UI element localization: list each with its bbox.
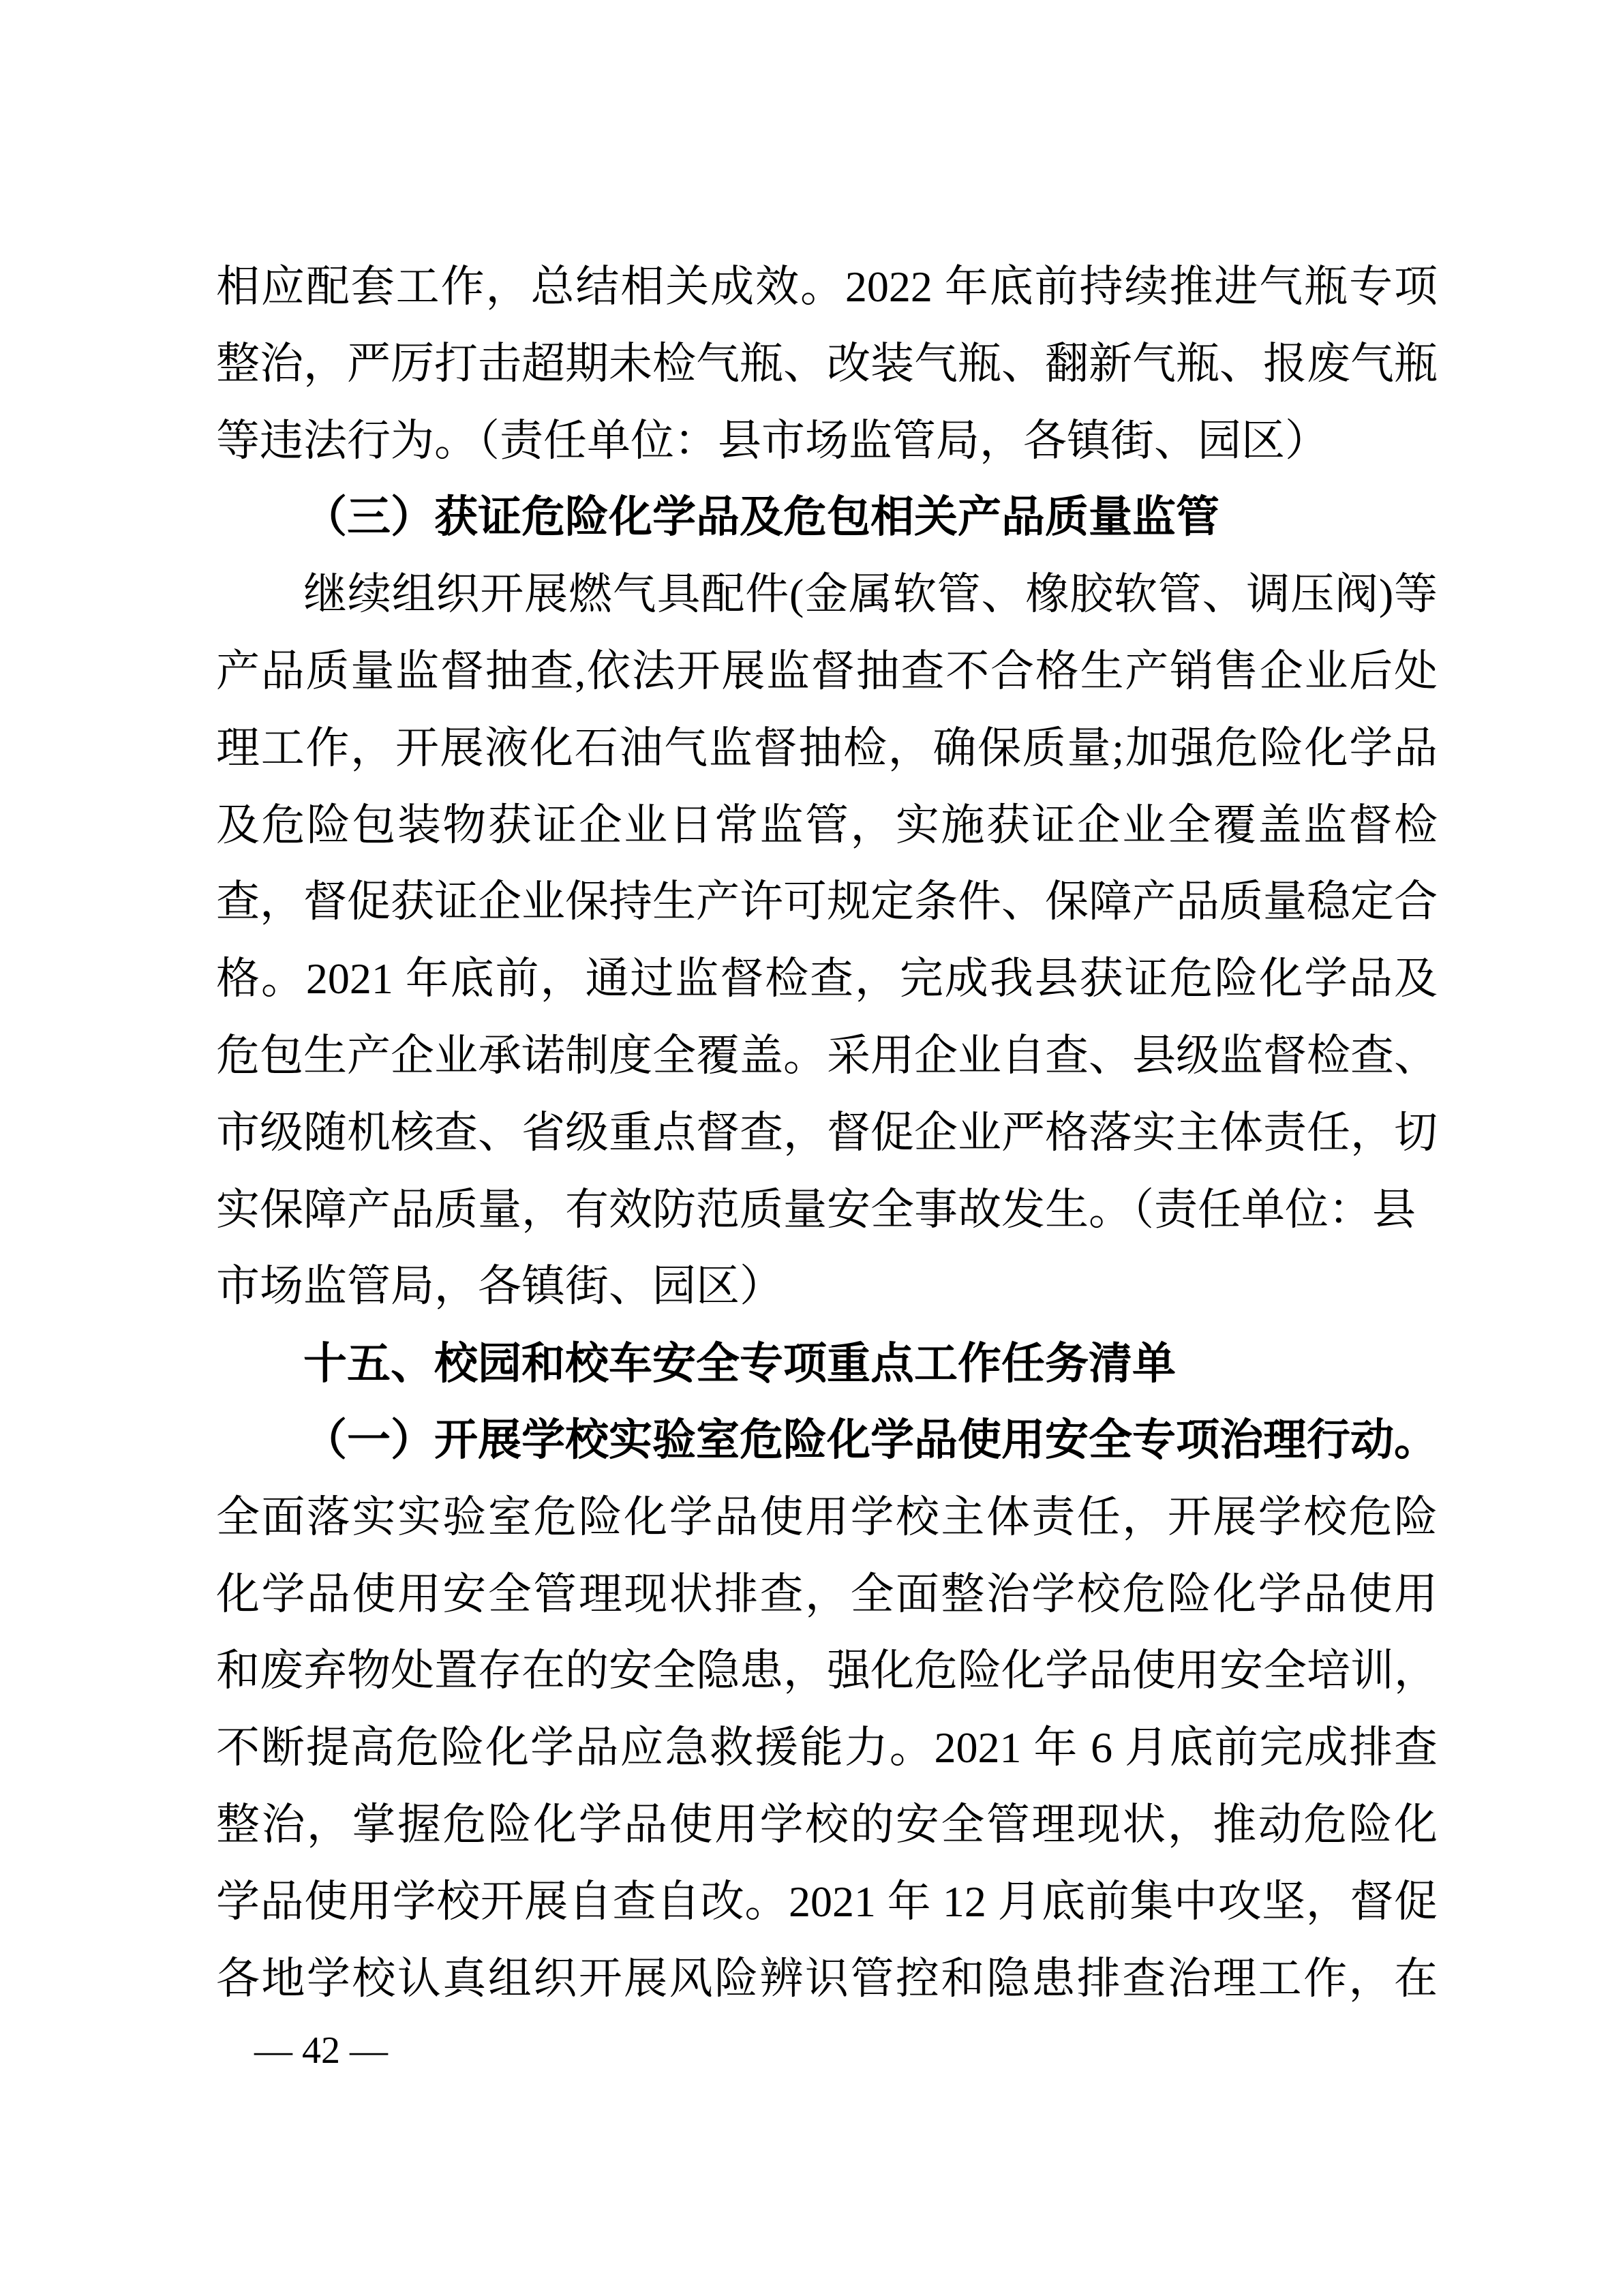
document-line: 学品使用学校开展自查自改。2021 年 12 月底前集中攻坚，督促 (216, 1877, 1438, 1926)
document-line: 不断提高危险化学品应急救援能力。2021 年 6 月底前完成排查 (216, 1723, 1438, 1772)
document-line: 格。2021 年底前，通过监督检查，完成我县获证危险化学品及 (216, 954, 1438, 1003)
document-line: 相应配套工作，总结相关成效。2022 年底前持续推进气瓶专项 (216, 262, 1438, 311)
document-line: 理工作，开展液化石油气监督抽检，确保质量;加强危险化学品 (216, 723, 1438, 772)
document-line: 产品质量监督抽查,依法开展监督抽查不合格生产销售企业后处 (216, 646, 1438, 695)
document-line: 各地学校认真组织开展风险辨识管控和隐患排查治理工作，在 (216, 1954, 1438, 2003)
document-line: 化学品使用安全管理现状排查，全面整治学校危险化学品使用 (216, 1569, 1438, 1618)
subsection-heading-three: （三）获证危险化学品及危包相关产品质量监管 (303, 493, 1219, 542)
document-line: 危包生产企业承诺制度全覆盖。采用企业自查、县级监督检查、 (216, 1031, 1438, 1080)
document-line: 继续组织开展燃气具配件(金属软管、橡胶软管、调压阀)等 (303, 570, 1438, 619)
document-line: 实保障产品质量，有效防范质量安全事故发生。（责任单位：县 (216, 1185, 1416, 1234)
document-line: 整治，严厉打击超期未检气瓶、改装气瓶、翻新气瓶、报废气瓶 (216, 339, 1438, 388)
page-number: — 42 — (254, 2029, 388, 2072)
document-line: 和废弃物处置存在的安全隐患，强化危险化学品使用安全培训， (216, 1646, 1438, 1695)
document-text-block (216, 249, 1438, 2017)
document-line: 查，督促获证企业保持生产许可规定条件、保障产品质量稳定合 (216, 877, 1438, 926)
document-line: 全面落实实验室危险化学品使用学校主体责任，开展学校危险 (216, 1492, 1438, 1541)
document-line: 及危险包装物获证企业日常监管，实施获证企业全覆盖监督检 (216, 800, 1438, 849)
document-line: 等违法行为。（责任单位：县市场监管局，各镇街、园区） (216, 416, 1329, 465)
document-line: 整治，掌握危险化学品使用学校的安全管理现状，推动危险化 (216, 1800, 1438, 1849)
document-line: 市场监管局，各镇街、园区） (216, 1262, 783, 1311)
section-heading-fifteen: 十五、校园和校车安全专项重点工作任务清单 (303, 1339, 1176, 1389)
subsection-heading-one: （一）开展学校实验室危险化学品使用安全专项治理行动。 (303, 1415, 1438, 1464)
document-line: 市级随机核查、省级重点督查，督促企业严格落实主体责任，切 (216, 1108, 1438, 1157)
